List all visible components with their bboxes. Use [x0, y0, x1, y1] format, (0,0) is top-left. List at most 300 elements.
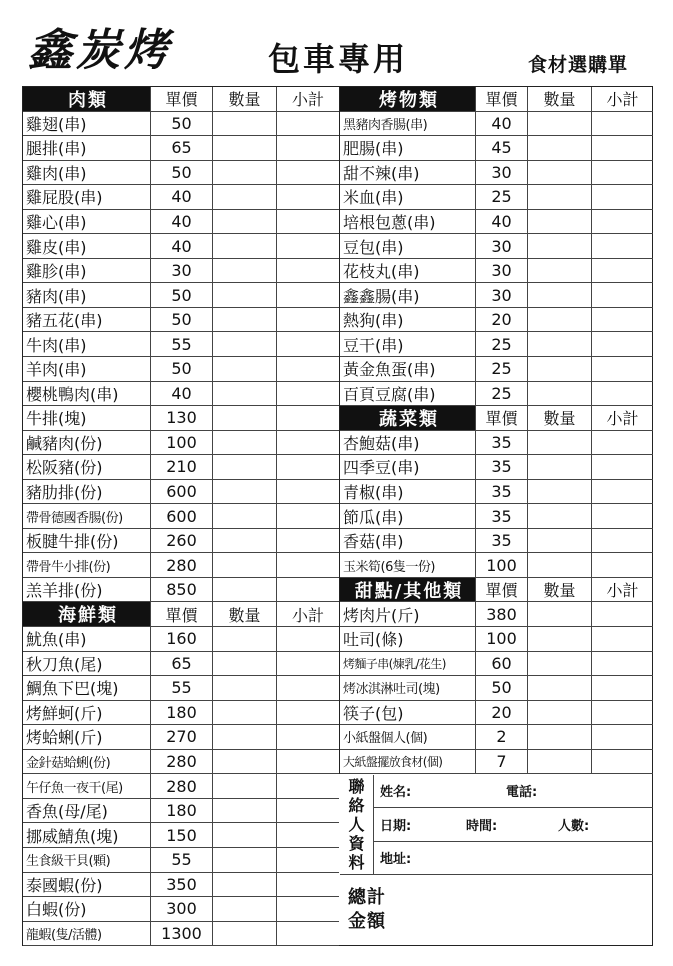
- quantity-input-cell[interactable]: [528, 529, 592, 553]
- subtotal-cell[interactable]: [592, 185, 653, 209]
- menu-item-row: [23, 922, 339, 947]
- contact-address-row[interactable]: [374, 842, 653, 874]
- subtotal-cell[interactable]: [592, 161, 653, 185]
- subtotal-cell[interactable]: [277, 529, 339, 553]
- quantity-input-cell[interactable]: [528, 382, 592, 406]
- category-title: 肉類: [23, 87, 151, 111]
- subtotal-cell[interactable]: [277, 406, 339, 430]
- subtotal-cell[interactable]: [277, 922, 339, 946]
- quantity-input-cell[interactable]: [213, 161, 277, 185]
- subtotal-cell[interactable]: [592, 112, 653, 136]
- item-name: 雞肉(串): [23, 161, 151, 185]
- item-price: 260: [151, 529, 213, 553]
- item-price: 35: [476, 529, 528, 553]
- menu-item-row: [23, 652, 339, 677]
- total-label-line1: 總計: [348, 887, 386, 908]
- quantity-input-cell[interactable]: [213, 210, 277, 234]
- item-price: 20: [476, 701, 528, 725]
- quantity-input-cell[interactable]: [528, 259, 592, 283]
- menu-item-row: [23, 112, 339, 137]
- quantity-input-cell[interactable]: [213, 406, 277, 430]
- subtotal-column-header: 小計: [606, 90, 639, 110]
- quantity-input-cell[interactable]: [528, 480, 592, 504]
- price-column-header: 單價: [476, 406, 528, 430]
- item-name: 玉米筍(6隻一份): [340, 553, 476, 577]
- item-price: 850: [151, 578, 213, 602]
- menu-item-row: [340, 308, 653, 333]
- menu-item-row: [23, 774, 339, 799]
- quantity-input-cell[interactable]: [213, 455, 277, 479]
- quantity-input-cell[interactable]: [213, 480, 277, 504]
- item-name: 烤蛤蜊(斤): [23, 725, 151, 749]
- subtotal-cell[interactable]: [592, 455, 653, 479]
- quantity-input-cell[interactable]: [213, 504, 277, 528]
- item-name: 小紙盤個人(個): [340, 725, 476, 749]
- quantity-input-cell[interactable]: [213, 627, 277, 651]
- subtotal-cell[interactable]: [277, 627, 339, 651]
- subtotal-cell[interactable]: [592, 725, 653, 749]
- menu-item-row: [23, 529, 339, 554]
- quantity-column-header: 數量: [213, 87, 277, 111]
- item-price: 40: [151, 382, 213, 406]
- item-name: 帶骨牛小排(份): [23, 553, 151, 577]
- menu-item-row: [23, 382, 339, 407]
- item-price: 50: [151, 283, 213, 307]
- quantity-input-cell[interactable]: [213, 357, 277, 381]
- menu-item-row: [23, 504, 339, 529]
- subtotal-cell[interactable]: [592, 627, 653, 651]
- item-price: 380: [476, 602, 528, 626]
- quantity-input-cell[interactable]: [528, 602, 592, 626]
- contact-date-row[interactable]: [374, 808, 653, 841]
- menu-item-row: [340, 455, 653, 480]
- subtotal-cell[interactable]: [592, 676, 653, 700]
- quantity-input-cell[interactable]: [528, 676, 592, 700]
- menu-item-row: [23, 701, 339, 726]
- subtotal-cell[interactable]: [277, 701, 339, 725]
- item-name: 杏鮑菇(串): [340, 431, 476, 455]
- item-name: 松阪豬(份): [23, 455, 151, 479]
- item-name: 香菇(串): [340, 529, 476, 553]
- item-name: 烤冰淇淋吐司(塊): [340, 676, 476, 700]
- quantity-input-cell[interactable]: [528, 210, 592, 234]
- subtotal-column-header: 小計: [291, 90, 324, 110]
- item-name: 青椒(串): [340, 480, 476, 504]
- item-name: 烤肉片(斤): [340, 602, 476, 626]
- quantity-input-cell[interactable]: [213, 873, 277, 897]
- item-price: 55: [151, 676, 213, 700]
- subtotal-cell[interactable]: [592, 332, 653, 356]
- menu-item-row: [23, 431, 339, 456]
- subtotal-cell[interactable]: [277, 578, 339, 602]
- item-price: 35: [476, 455, 528, 479]
- item-name: 金針菇蛤蜊(份): [23, 750, 151, 774]
- menu-item-row: [23, 357, 339, 382]
- subtotal-cell[interactable]: [277, 799, 339, 823]
- category-title: 甜點/其他類: [340, 578, 476, 602]
- subtotal-cell[interactable]: [277, 332, 339, 356]
- item-price: 20: [476, 308, 528, 332]
- menu-item-row: [340, 283, 653, 308]
- menu-item-row: [23, 161, 339, 186]
- date-label: 日期:: [380, 818, 412, 834]
- menu-item-row: [340, 161, 653, 186]
- item-name: 黃金魚蛋(串): [340, 357, 476, 381]
- subtotal-cell[interactable]: [277, 382, 339, 406]
- subtotal-cell[interactable]: [592, 750, 653, 774]
- quantity-input-cell[interactable]: [213, 283, 277, 307]
- item-name: 鯛魚下巴(塊): [23, 676, 151, 700]
- menu-item-row: [340, 553, 653, 578]
- menu-item-row: [340, 431, 653, 456]
- quantity-input-cell[interactable]: [528, 234, 592, 258]
- subtotal-cell[interactable]: [592, 357, 653, 381]
- item-price: 40: [151, 210, 213, 234]
- menu-item-row: [23, 750, 339, 775]
- subtotal-cell[interactable]: [592, 431, 653, 455]
- quantity-input-cell[interactable]: [528, 161, 592, 185]
- contact-side-char: 資: [348, 833, 365, 853]
- menu-item-row: [23, 578, 339, 603]
- quantity-input-cell[interactable]: [213, 823, 277, 847]
- subtotal-cell[interactable]: [277, 112, 339, 136]
- menu-item-row: [340, 210, 653, 235]
- menu-item-row: [340, 602, 653, 627]
- menu-item-row: [23, 455, 339, 480]
- item-name: 豆包(串): [340, 234, 476, 258]
- item-price: 100: [151, 431, 213, 455]
- subtotal-cell[interactable]: [277, 848, 339, 872]
- quantity-input-cell[interactable]: [213, 431, 277, 455]
- item-price: 25: [476, 185, 528, 209]
- subtotal-cell[interactable]: [277, 652, 339, 676]
- quantity-input-cell[interactable]: [528, 112, 592, 136]
- item-price: 280: [151, 553, 213, 577]
- contact-side-char: 聯: [348, 776, 365, 796]
- quantity-input-cell[interactable]: [213, 234, 277, 258]
- subtotal-cell[interactable]: [277, 185, 339, 209]
- quantity-input-cell[interactable]: [528, 627, 592, 651]
- item-price: 65: [151, 652, 213, 676]
- quantity-input-cell[interactable]: [213, 897, 277, 921]
- subtotal-cell[interactable]: [592, 382, 653, 406]
- quantity-input-cell[interactable]: [213, 701, 277, 725]
- subtotal-cell[interactable]: [592, 701, 653, 725]
- menu-item-row: [23, 210, 339, 235]
- quantity-input-cell[interactable]: [528, 652, 592, 676]
- quantity-input-cell[interactable]: [213, 652, 277, 676]
- subtotal-cell[interactable]: [277, 161, 339, 185]
- menu-item-row: [340, 112, 653, 137]
- menu-item-row: [23, 823, 339, 848]
- contact-side-label: [340, 775, 374, 874]
- total-amount-section[interactable]: [340, 875, 653, 945]
- item-name: 黑豬肉香腸(串): [340, 112, 476, 136]
- quantity-input-cell[interactable]: [528, 504, 592, 528]
- item-name: 挪威鯖魚(塊): [23, 823, 151, 847]
- category-header-vegetables: [340, 406, 653, 431]
- menu-item-row: [23, 873, 339, 898]
- quantity-input-cell[interactable]: [213, 848, 277, 872]
- contact-name-row[interactable]: [374, 775, 653, 808]
- item-price: 100: [476, 553, 528, 577]
- item-name: 魷魚(串): [23, 627, 151, 651]
- item-price: 50: [151, 112, 213, 136]
- subtotal-cell[interactable]: [592, 136, 653, 160]
- subtotal-cell[interactable]: [277, 725, 339, 749]
- quantity-input-cell[interactable]: [528, 431, 592, 455]
- subtotal-cell[interactable]: [592, 504, 653, 528]
- item-name: 羔羊排(份): [23, 578, 151, 602]
- subtotal-cell[interactable]: [277, 553, 339, 577]
- item-name: 鹹豬肉(份): [23, 431, 151, 455]
- subtotal-cell[interactable]: [277, 259, 339, 283]
- item-price: 130: [151, 406, 213, 430]
- subtotal-cell[interactable]: [592, 553, 653, 577]
- subtotal-cell[interactable]: [277, 480, 339, 504]
- item-name: 豬肋排(份): [23, 480, 151, 504]
- contact-side-char: 絡: [348, 795, 365, 815]
- menu-item-row: [23, 308, 339, 333]
- item-price: 280: [151, 774, 213, 798]
- price-column-header: 單價: [476, 87, 528, 111]
- item-price: 2: [476, 725, 528, 749]
- item-price: 180: [151, 701, 213, 725]
- subtotal-cell[interactable]: [592, 283, 653, 307]
- menu-item-row: [340, 676, 653, 701]
- item-name: 肥腸(串): [340, 136, 476, 160]
- subtotal-column-header: 小計: [291, 605, 324, 625]
- quantity-input-cell[interactable]: [213, 529, 277, 553]
- subtotal-cell[interactable]: [277, 873, 339, 897]
- quantity-input-cell[interactable]: [528, 357, 592, 381]
- menu-item-row: [23, 897, 339, 922]
- item-price: 45: [476, 136, 528, 160]
- subtotal-cell[interactable]: [277, 504, 339, 528]
- item-name: 板腱牛排(份): [23, 529, 151, 553]
- quantity-input-cell[interactable]: [213, 112, 277, 136]
- subtotal-cell[interactable]: [277, 897, 339, 921]
- people-label: 人數:: [558, 818, 590, 834]
- quantity-input-cell[interactable]: [213, 578, 277, 602]
- menu-item-row: [340, 701, 653, 726]
- quantity-input-cell[interactable]: [213, 259, 277, 283]
- item-price: 100: [476, 627, 528, 651]
- quantity-input-cell[interactable]: [213, 332, 277, 356]
- item-price: 7: [476, 750, 528, 774]
- brand-logo-text: 鑫炭烤: [28, 25, 172, 76]
- subtotal-cell[interactable]: [277, 308, 339, 332]
- subtotal-cell[interactable]: [277, 210, 339, 234]
- category-header-seafood: [23, 602, 339, 627]
- subtotal-cell[interactable]: [277, 455, 339, 479]
- item-name: 雞翅(串): [23, 112, 151, 136]
- item-price: 65: [151, 136, 213, 160]
- menu-item-row: [23, 283, 339, 308]
- item-name: 泰國蝦(份): [23, 873, 151, 897]
- menu-item-row: [23, 136, 339, 161]
- subtotal-cell[interactable]: [592, 602, 653, 626]
- quantity-input-cell[interactable]: [213, 799, 277, 823]
- item-price: 30: [151, 259, 213, 283]
- item-name: 秋刀魚(尾): [23, 652, 151, 676]
- category-title: 蔬菜類: [340, 406, 476, 430]
- quantity-input-cell[interactable]: [213, 750, 277, 774]
- quantity-input-cell[interactable]: [213, 308, 277, 332]
- item-name: 米血(串): [340, 185, 476, 209]
- menu-item-row: [340, 504, 653, 529]
- total-label-line2: 金額: [348, 911, 386, 932]
- menu-item-row: [23, 848, 339, 873]
- quantity-input-cell[interactable]: [528, 701, 592, 725]
- price-column-header: 單價: [151, 87, 213, 111]
- quantity-column-header: 數量: [528, 87, 592, 111]
- quantity-input-cell[interactable]: [528, 553, 592, 577]
- subtotal-cell[interactable]: [277, 676, 339, 700]
- subtotal-cell[interactable]: [592, 234, 653, 258]
- item-name: 白蝦(份): [23, 897, 151, 921]
- price-column-header: 單價: [151, 602, 213, 626]
- quantity-input-cell[interactable]: [213, 676, 277, 700]
- item-price: 1300: [151, 922, 213, 946]
- item-name: 豬五花(串): [23, 308, 151, 332]
- name-label: 姓名:: [380, 785, 412, 801]
- menu-item-row: [23, 676, 339, 701]
- item-price: 600: [151, 504, 213, 528]
- quantity-column-header: 數量: [213, 602, 277, 626]
- item-price: 35: [476, 431, 528, 455]
- price-column-header: 單價: [476, 578, 528, 602]
- quantity-column-header: 數量: [528, 578, 592, 602]
- item-name: 甜不辣(串): [340, 161, 476, 185]
- category-header-grilled: [340, 87, 653, 112]
- item-name: 烤麵子串(煉乳/花生): [340, 652, 476, 676]
- item-price: 40: [476, 210, 528, 234]
- menu-item-row: [23, 234, 339, 259]
- time-label: 時間:: [466, 818, 498, 834]
- menu-item-row: [340, 234, 653, 259]
- menu-item-row: [23, 185, 339, 210]
- right-column-rows: [340, 87, 653, 774]
- quantity-input-cell[interactable]: [213, 185, 277, 209]
- contact-side-char: 料: [348, 852, 365, 872]
- menu-item-row: [340, 136, 653, 161]
- subtotal-cell[interactable]: [277, 283, 339, 307]
- subtotal-cell[interactable]: [592, 308, 653, 332]
- category-header-meat: [23, 87, 339, 112]
- item-price: 30: [476, 259, 528, 283]
- quantity-input-cell[interactable]: [213, 136, 277, 160]
- menu-item-row: [340, 480, 653, 505]
- quantity-input-cell[interactable]: [528, 283, 592, 307]
- item-name: 腿排(串): [23, 136, 151, 160]
- item-price: 210: [151, 455, 213, 479]
- item-price: 30: [476, 161, 528, 185]
- menu-item-row: [23, 259, 339, 284]
- item-name: 花枝丸(串): [340, 259, 476, 283]
- item-name: 雞胗(串): [23, 259, 151, 283]
- subtotal-column-header: 小計: [606, 409, 639, 429]
- item-name: 龍蝦(隻/活體): [23, 922, 151, 946]
- item-price: 30: [476, 234, 528, 258]
- item-name: 雞皮(串): [23, 234, 151, 258]
- quantity-input-cell[interactable]: [528, 308, 592, 332]
- item-name: 四季豆(串): [340, 455, 476, 479]
- quantity-input-cell[interactable]: [213, 553, 277, 577]
- subtotal-cell[interactable]: [592, 480, 653, 504]
- subtotal-cell[interactable]: [592, 259, 653, 283]
- subtotal-cell[interactable]: [277, 136, 339, 160]
- item-price: 300: [151, 897, 213, 921]
- subtotal-cell[interactable]: [592, 210, 653, 234]
- item-name: 牛排(塊): [23, 406, 151, 430]
- menu-item-row: [340, 750, 653, 775]
- item-price: 35: [476, 504, 528, 528]
- quantity-input-cell[interactable]: [528, 455, 592, 479]
- contact-info-section: [340, 775, 653, 875]
- item-price: 50: [476, 676, 528, 700]
- item-name: 豆干(串): [340, 332, 476, 356]
- item-price: 55: [151, 332, 213, 356]
- quantity-input-cell[interactable]: [213, 774, 277, 798]
- subtotal-cell[interactable]: [592, 652, 653, 676]
- quantity-input-cell[interactable]: [528, 750, 592, 774]
- phone-label: 電話:: [506, 785, 538, 801]
- menu-item-row: [340, 332, 653, 357]
- quantity-input-cell[interactable]: [528, 136, 592, 160]
- item-name: 生食級干貝(顆): [23, 848, 151, 872]
- subtotal-cell[interactable]: [592, 529, 653, 553]
- item-name: 羊肉(串): [23, 357, 151, 381]
- menu-item-row: [340, 627, 653, 652]
- quantity-input-cell[interactable]: [213, 922, 277, 946]
- item-name: 節瓜(串): [340, 504, 476, 528]
- item-price: 270: [151, 725, 213, 749]
- quantity-column-header: 數量: [528, 406, 592, 430]
- item-price: 25: [476, 357, 528, 381]
- subtotal-cell[interactable]: [277, 357, 339, 381]
- subtotal-cell[interactable]: [277, 750, 339, 774]
- subtotal-column-header: 小計: [606, 581, 639, 601]
- item-name: 吐司(條): [340, 627, 476, 651]
- form-title: 食材選購單: [528, 54, 629, 76]
- item-name: 筷子(包): [340, 701, 476, 725]
- quantity-input-cell[interactable]: [528, 332, 592, 356]
- quantity-input-cell[interactable]: [213, 382, 277, 406]
- subtotal-cell[interactable]: [277, 823, 339, 847]
- subtotal-cell[interactable]: [277, 234, 339, 258]
- item-price: 40: [151, 185, 213, 209]
- quantity-input-cell[interactable]: [213, 725, 277, 749]
- item-price: 160: [151, 627, 213, 651]
- menu-item-row: [340, 652, 653, 677]
- menu-item-row: [340, 259, 653, 284]
- subtotal-cell[interactable]: [277, 774, 339, 798]
- menu-item-row: [23, 480, 339, 505]
- quantity-input-cell[interactable]: [528, 185, 592, 209]
- category-title: 烤物類: [340, 87, 476, 111]
- quantity-input-cell[interactable]: [528, 725, 592, 749]
- address-label: 地址:: [380, 852, 412, 868]
- charter-title: 包車專用: [268, 40, 409, 78]
- subtotal-cell[interactable]: [277, 431, 339, 455]
- item-name: 雞屁股(串): [23, 185, 151, 209]
- menu-item-row: [23, 332, 339, 357]
- item-name: 雞心(串): [23, 210, 151, 234]
- item-name: 大紙盤擺放食材(個): [340, 750, 476, 774]
- item-price: 150: [151, 823, 213, 847]
- contact-side-char: 人: [348, 814, 365, 834]
